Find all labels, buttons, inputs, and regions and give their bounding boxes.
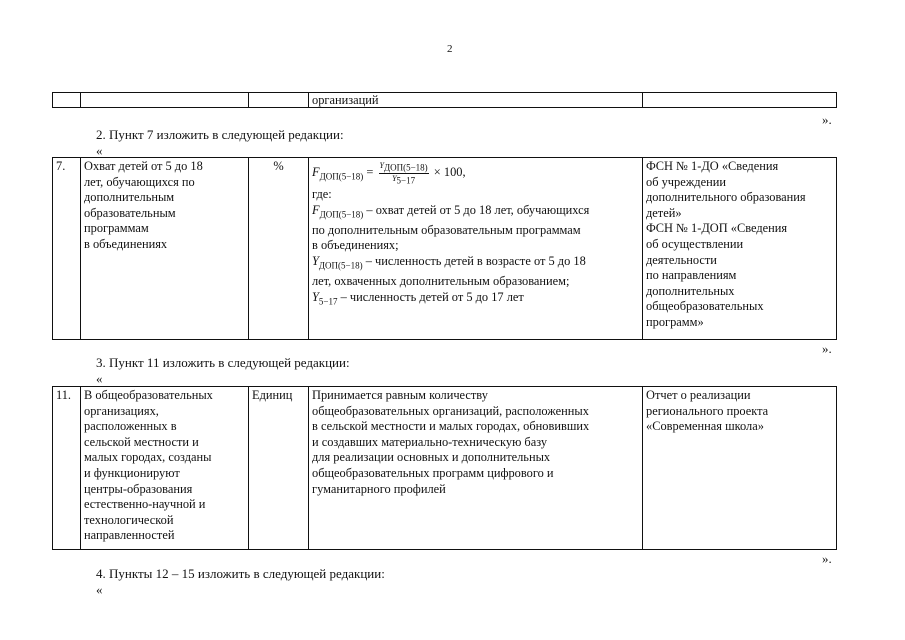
num-var: Y [379, 161, 384, 170]
close-quote: ». [822, 341, 832, 356]
section2-heading: 2. Пункт 7 изложить в следующей редакции: [96, 127, 344, 142]
den-sub: 5−17 [396, 175, 416, 186]
name-line: организациях, [84, 403, 159, 418]
name-line: центры-образования [84, 481, 193, 496]
description-text: по дополнительным образовательным программам [312, 222, 581, 237]
description-text: – численность детей от 5 до 17 лет [337, 289, 524, 304]
name-line: малых городах, созданы [84, 450, 212, 465]
open-quote: « [96, 143, 103, 158]
num-sub: ДОП(5−18) [383, 162, 428, 173]
formula-fraction [379, 161, 429, 185]
formula-lhs-sub: ДОП(5−18) [319, 171, 364, 182]
method-line: гуманитарного профилей [312, 481, 446, 496]
source-line: Отчет о реализации [646, 388, 751, 402]
description-sub: ДОП(5−18) [319, 209, 364, 220]
table-row [53, 93, 837, 108]
table-row [53, 158, 837, 340]
page-number: 2 [447, 43, 453, 55]
formula-tail: × 100, [433, 164, 466, 179]
formula-numerator [379, 161, 429, 174]
source-line: по направлениям [646, 268, 737, 283]
cell-method [309, 158, 643, 340]
cell-name [81, 387, 249, 550]
name-line: в объединениях [84, 236, 168, 251]
source-line: дополнительного образования [646, 190, 806, 205]
source-line: детей» [646, 205, 682, 220]
description-sub: ДОП(5−18) [318, 260, 363, 271]
name-line: лет, обучающихся по [84, 174, 195, 189]
cell-num: 7. [53, 158, 81, 340]
description-line [312, 238, 639, 254]
cell-unit: % [249, 158, 309, 340]
section3-heading: 3. Пункт 11 изложить в следующей редакции: [96, 355, 350, 370]
cell-text: организаций [312, 93, 379, 107]
close-quote: ». [822, 112, 832, 127]
open-quote: « [96, 371, 103, 386]
source-line: регионального проекта [646, 403, 769, 418]
name-line: технологической [84, 512, 174, 527]
table-continuation [52, 92, 837, 108]
cell-source [643, 387, 837, 550]
description-line [312, 274, 639, 290]
description-text: – численность детей в возрасте от 5 до 18 [362, 254, 586, 269]
name-line: В общеобразовательных [84, 388, 213, 402]
description-var: F [312, 202, 320, 217]
method-line: в сельской местности и малых городах, обновивших [312, 419, 590, 434]
source-line: деятельности [646, 252, 717, 267]
description-var: Y [312, 254, 319, 269]
name-line: программам [84, 221, 149, 236]
method-line: общеобразовательных программ цифрового и [312, 465, 554, 480]
formula [312, 161, 639, 185]
source-line: об осуществлении [646, 236, 744, 251]
source-line: дополнительных [646, 283, 735, 298]
method-line: для реализации основных и дополнительных [312, 450, 551, 465]
description-var: Y [312, 289, 319, 304]
cell-unit: Единиц [249, 387, 309, 550]
source-line: программ» [646, 314, 704, 329]
method-line: Принимается равным количеству [312, 388, 488, 402]
description-line [312, 290, 639, 310]
source-line: об учреждении [646, 174, 726, 189]
source-line: ФСН № 1-ДО «Сведения [646, 159, 779, 173]
section4-heading: 4. Пункты 12 – 15 изложить в следующей редакции: [96, 566, 385, 581]
description-text: лет, охваченных дополнительным образованием; [312, 274, 570, 289]
table-row [53, 387, 837, 550]
description-text: – охват детей от 5 до 18 лет, обучающихся [363, 202, 590, 217]
name-line: Охват детей от 5 до 18 [84, 159, 203, 173]
cell-method [309, 387, 643, 550]
where-label: где: [312, 187, 332, 202]
cell-source [643, 93, 837, 108]
open-quote: « [96, 582, 103, 597]
table-item-11 [52, 386, 837, 550]
name-line: направленностей [84, 528, 175, 543]
cell-name [81, 93, 249, 108]
cell-num: 11. [53, 387, 81, 550]
cell-num [53, 93, 81, 108]
description-line [312, 203, 639, 223]
formula-denominator [379, 174, 429, 186]
close-quote: ». [822, 551, 832, 566]
source-line: общеобразовательных [646, 299, 764, 314]
formula-lhs-var: F [312, 164, 320, 179]
name-line: расположенных в [84, 419, 177, 434]
table-item-7 [52, 157, 837, 340]
formula-equals: = [366, 164, 374, 179]
source-line: ФСН № 1-ДОП «Сведения [646, 221, 788, 236]
description-sub: 5−17 [318, 296, 338, 307]
cell-unit [249, 93, 309, 108]
den-var: Y [392, 173, 397, 183]
cell-source [643, 158, 837, 340]
description-line [312, 254, 639, 274]
formula-description [312, 203, 639, 310]
method-line: и создавших материально-техническую базу [312, 434, 548, 449]
source-line: «Современная школа» [646, 419, 764, 434]
cell-method [309, 93, 643, 108]
method-line: общеобразовательных организаций, расположенных [312, 403, 589, 418]
name-line: дополнительным [84, 190, 175, 205]
cell-name [81, 158, 249, 340]
description-line [312, 223, 639, 239]
name-line: сельской местности и [84, 434, 199, 449]
name-line: образовательным [84, 205, 176, 220]
name-line: естественно-научной и [84, 497, 206, 512]
description-text: в объединениях; [312, 238, 399, 253]
name-line: и функционируют [84, 465, 180, 480]
